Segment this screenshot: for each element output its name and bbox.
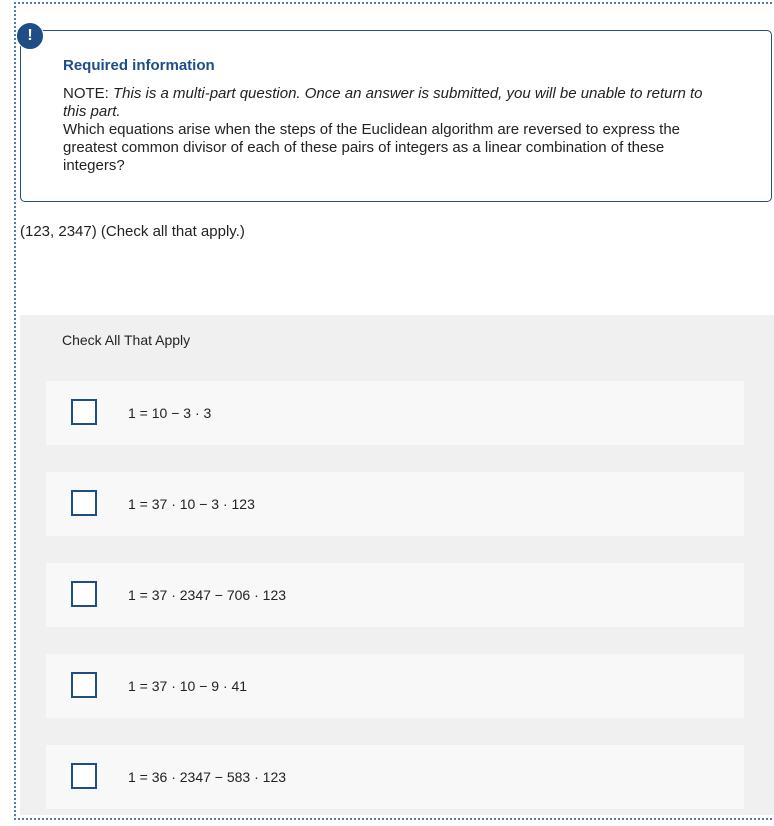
option-3[interactable] (46, 563, 744, 627)
checkbox[interactable] (71, 672, 97, 698)
info-title: Required information (63, 57, 215, 74)
option-label[interactable]: 1 = 10 − 3 · 3 (128, 405, 212, 421)
required-info-box (20, 30, 772, 202)
option-2[interactable] (46, 472, 744, 536)
question-prompt: (123, 2347) (Check all that apply.) (20, 223, 245, 240)
checkbox[interactable] (71, 581, 97, 607)
alert-icon: ! (16, 22, 44, 50)
option-5[interactable] (46, 745, 744, 809)
note-text: This is a multi-part question. Once an answer is submitted, you will be unable to return to this part. (63, 85, 703, 120)
option-label[interactable]: 1 = 36 · 2347 − 583 · 123 (128, 769, 287, 785)
checkbox[interactable] (71, 490, 97, 516)
note-label: NOTE: (63, 85, 109, 102)
option-label[interactable]: 1 = 37 · 10 − 9 · 41 (128, 678, 248, 694)
option-4[interactable] (46, 654, 744, 718)
info-text (63, 85, 723, 175)
option-1[interactable] (46, 381, 744, 445)
check-all-panel (20, 315, 774, 815)
option-label[interactable]: 1 = 37 · 2347 − 706 · 123 (128, 587, 287, 603)
checkbox[interactable] (71, 399, 97, 425)
panel-header: Check All That Apply (62, 332, 191, 348)
option-label[interactable]: 1 = 37 · 10 − 3 · 123 (128, 496, 255, 512)
checkbox[interactable] (71, 763, 97, 789)
info-body: Which equations arise when the steps of the Euclidean algorithm are reversed to express the greatest common divisor of each of these pairs of integers as a linear combination of these integers? (63, 121, 681, 174)
